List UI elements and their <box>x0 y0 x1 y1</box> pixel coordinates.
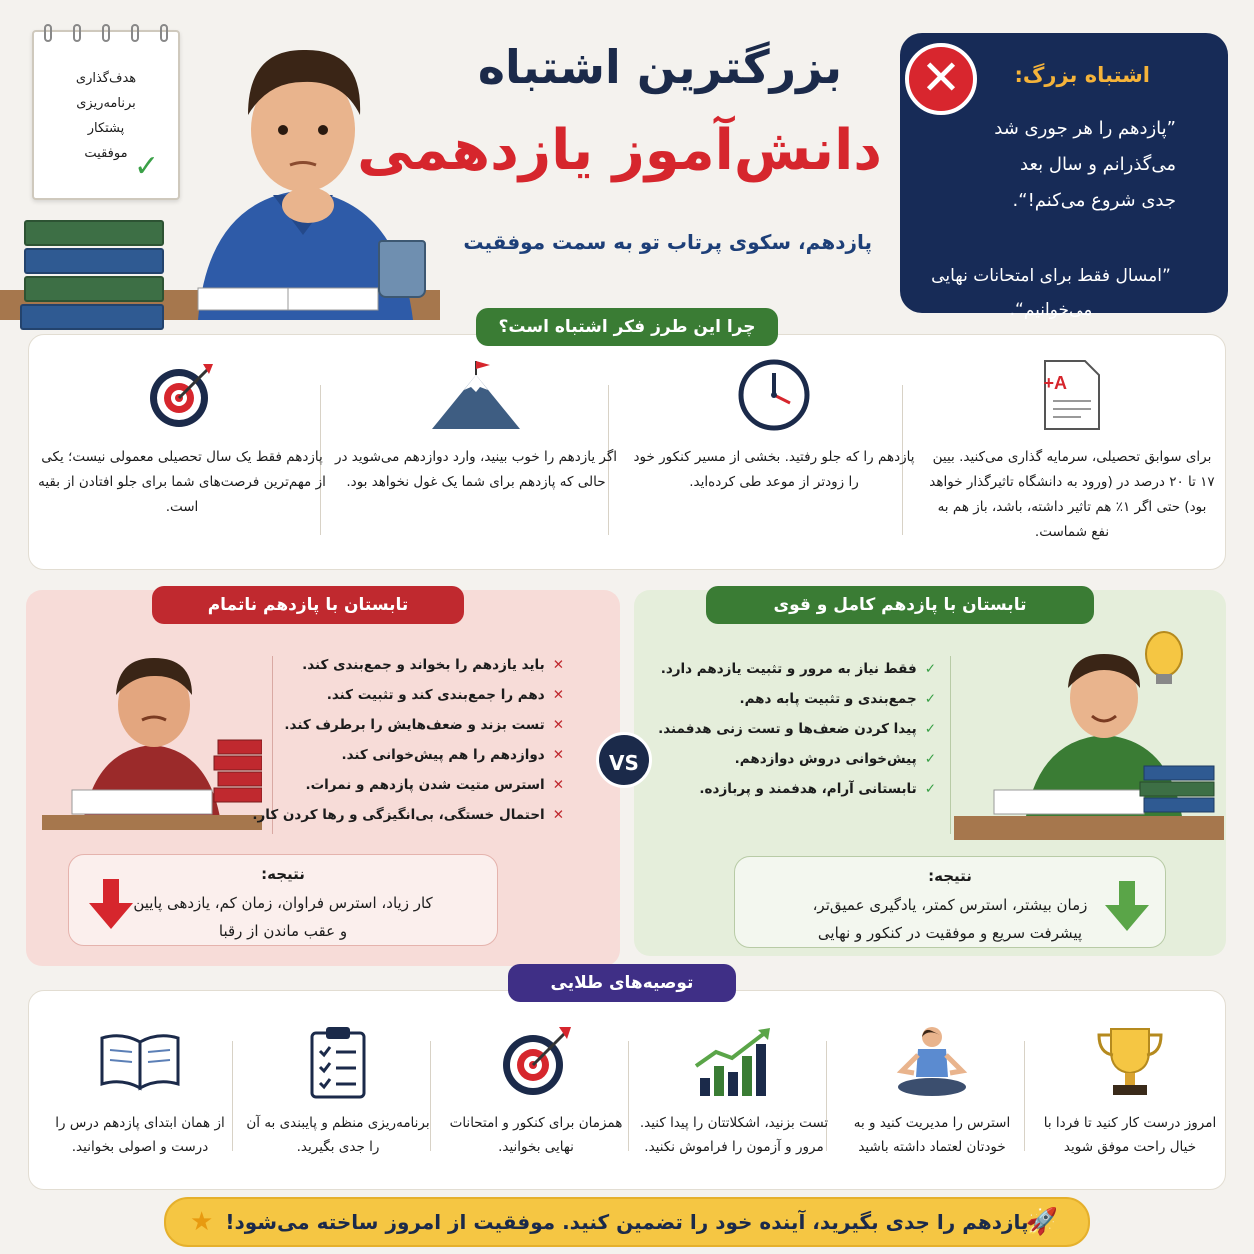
item-text: تابستانی آرام، هدفمند و پربازده. <box>699 781 917 797</box>
item-text: دهم را جمع‌بندی کند و تثبیت کند. <box>326 687 545 703</box>
x-icon: ✕ <box>905 43 977 115</box>
big-mistake-card <box>900 33 1228 320</box>
item-text: فقط نیاز به مرور و تثبیت یازدهم دارد. <box>660 661 917 677</box>
list-item <box>658 744 936 774</box>
tip-item <box>45 1023 235 1159</box>
cross-icon: ✕ <box>552 747 564 763</box>
why-item <box>331 355 621 565</box>
list-item <box>252 650 564 680</box>
pencil-cup <box>378 240 426 298</box>
check-icon: ✓ <box>924 781 936 797</box>
growth-chart-icon <box>692 1026 776 1098</box>
why-title: چرا این طرز فکر اشتباه است؟ <box>476 308 778 346</box>
tip-text: برنامه‌ریزی منظم و پایبندی به آن را جدی بگیرید. <box>246 1115 430 1155</box>
incomplete-summer-panel <box>26 590 620 966</box>
mistake-quote-2: ”امسال فقط برای امتحانات نهایی می‌خوانیم“. <box>931 266 1171 320</box>
trophy-icon <box>1095 1025 1165 1099</box>
tips-panel <box>28 990 1226 1190</box>
item-text: باید یازدهم را بخواند و جمع‌بندی کند. <box>302 657 545 673</box>
cross-icon: ✕ <box>552 777 564 793</box>
why-item <box>629 355 919 565</box>
clipboard-checklist-icon <box>308 1025 368 1099</box>
result-line: پیشرفت سریع و موفقیت در کنکور و نهایی <box>817 924 1083 942</box>
tip-item <box>441 1023 631 1159</box>
why-panel <box>28 334 1226 570</box>
result-line: زمان بیشتر، استرس کمتر، یادگیری عمیق‌تر، <box>812 896 1088 914</box>
board-line: برنامه‌ریزی <box>76 96 136 111</box>
good-title: تابستان با پازدهم کامل و قوی <box>706 586 1094 624</box>
subtitle: پازدهم، سکوی پرتاب تو به سمت موفقیت <box>463 230 872 254</box>
good-list <box>658 654 936 804</box>
checkmark-icon: ✓ <box>134 149 160 184</box>
stressed-student-illustration <box>42 630 262 830</box>
list-item <box>252 800 564 830</box>
tip-text: همزمان برای کنکور و امتحانات نهایی بخوانید. <box>449 1115 623 1155</box>
board-line: هدف‌گذاری <box>75 71 137 86</box>
why-text: اگر یازدهم را خوب بینید، وارد دوازدهم می‌شوید در حالی که پازدهم برای شما یک غول نخواهد بود. <box>334 449 618 490</box>
target-icon <box>499 1025 573 1099</box>
list-item <box>252 770 564 800</box>
clock-icon <box>736 357 812 433</box>
target-icon <box>147 360 217 430</box>
list-item <box>658 684 936 714</box>
board-line: موفقیت <box>84 146 128 161</box>
why-item <box>927 355 1217 565</box>
list-item <box>658 654 936 684</box>
board-line: پشتکار <box>87 121 125 136</box>
tip-item <box>639 1023 829 1159</box>
result-title: نتیجه: <box>928 867 972 885</box>
bad-list <box>252 650 564 830</box>
result-line: و عقب ماندن از رقبا <box>218 922 348 940</box>
rocket-icon: 🚀 <box>1025 1207 1058 1237</box>
quote-line: جدی شروع می‌کنم!“. <box>1012 190 1176 211</box>
item-text: پیش‌خوانی دروش دوازدهم. <box>734 751 917 767</box>
why-text: پازدهم فقط یک سال تحصیلی معمولی نیست؛ یکی از مهم‌ترین فرصت‌های شما برای جلو افتادن از بقیه است. <box>38 449 326 515</box>
footer-text: پازدهم را جدی بگیرید، آینده خود را تضمین کنید. موفقیت از امروز ساخته می‌شود! <box>225 1210 1029 1234</box>
tip-item <box>243 1023 433 1159</box>
check-icon: ✓ <box>924 691 936 707</box>
tip-text: استرس را مدیریت کنید و به خودتان لعتماد داشته باشید <box>853 1115 1011 1155</box>
quote-line: می‌گذرانم و سال بعد <box>1020 154 1176 175</box>
item-text: تست بزند و ضعف‌هایش را برطرف کند. <box>284 717 545 733</box>
complete-summer-panel <box>634 590 1226 956</box>
list-item <box>252 710 564 740</box>
divider <box>950 656 951 834</box>
list-item <box>252 740 564 770</box>
check-icon: ✓ <box>924 661 936 677</box>
item-text: دوازدهم را هم پیش‌خوانی کند. <box>341 747 545 763</box>
item-text: جمع‌بندی و تثبیت پابه دهم. <box>739 691 917 707</box>
arrow-down-icon <box>89 879 133 929</box>
item-text: پیدا کردن ضعف‌ها و تست زنی هدفمند. <box>658 721 917 737</box>
quote-line: ”پازدهم را هر جوری شد <box>994 118 1176 139</box>
svg-text:A+: A+ <box>1043 373 1067 393</box>
check-icon: ✓ <box>924 721 936 737</box>
tips-title: توصیه‌های طلایی <box>508 964 736 1002</box>
happy-student-illustration <box>954 620 1224 840</box>
result-line: کار زیاد، استرس فراوان، زمان کم، یازدهی پایین <box>133 894 433 912</box>
tip-item <box>1035 1023 1225 1159</box>
item-text: استرس متیت شدن پازدهم و نمرات. <box>305 777 545 793</box>
arrow-down-icon <box>1105 881 1149 931</box>
tip-text: از همان ابتدای پازدهم درس را درست و اصولی بخوانید. <box>55 1115 225 1155</box>
good-result <box>734 856 1166 948</box>
cross-icon: ✕ <box>552 807 564 823</box>
tip-item <box>837 1023 1027 1159</box>
list-item <box>252 680 564 710</box>
title-line-1: بزرگترین اشتباه <box>477 40 842 94</box>
meditation-icon <box>894 1025 970 1099</box>
mistake-quote-1 <box>994 111 1176 219</box>
bad-result <box>68 854 498 946</box>
mistake-heading: اشتباه بزرگ: <box>1014 63 1150 87</box>
cross-icon: ✕ <box>552 717 564 733</box>
title-line-2: دانش‌آموز یازدهمی <box>357 118 882 183</box>
open-book-icon <box>98 1032 182 1092</box>
exam-paper-a-plus-icon <box>1037 357 1107 433</box>
tip-text: امروز درست کار کنید تا فردا با خیال راحت موفق شوید <box>1043 1115 1217 1155</box>
item-text: احتمال خستگی، بی‌انگیزگی و رها کردن کار. <box>252 807 545 823</box>
result-title: نتیجه: <box>261 865 305 883</box>
cross-icon: ✕ <box>552 687 564 703</box>
mountain-flag-icon <box>430 359 522 431</box>
check-icon: ✓ <box>924 751 936 767</box>
tip-text: تست بزنید، اشکلاتتان را پیدا کنید. مرور و آزمون را فراموش نکنید. <box>639 1115 829 1155</box>
book-stack <box>14 220 164 330</box>
why-text: پازدهم را که جلو رفتید. بخشی از مسیر کنکور خود را زودتر از موعد طی کرده‌اید. <box>633 449 915 490</box>
why-item <box>37 355 327 565</box>
cross-icon: ✕ <box>552 657 564 673</box>
vs-badge: VS <box>596 732 652 788</box>
list-item <box>658 774 936 804</box>
footer-banner <box>164 1197 1090 1247</box>
star-icon: ★ <box>190 1207 214 1237</box>
why-text: برای سوابق تحصیلی، سرمایه گذاری می‌کنید. بیین ۱۷ تا ۲۰ درصد در (ورود به دانشگاه تاثیرگذار خواهد بود) حتی اگر ۱٪ هم تاثیر داشته، باشد، باز هم به نفع شماست. <box>929 449 1215 540</box>
list-item <box>658 714 936 744</box>
goals-board <box>32 30 180 200</box>
bad-title: تابستان با پازدهم ناتمام <box>152 586 464 624</box>
